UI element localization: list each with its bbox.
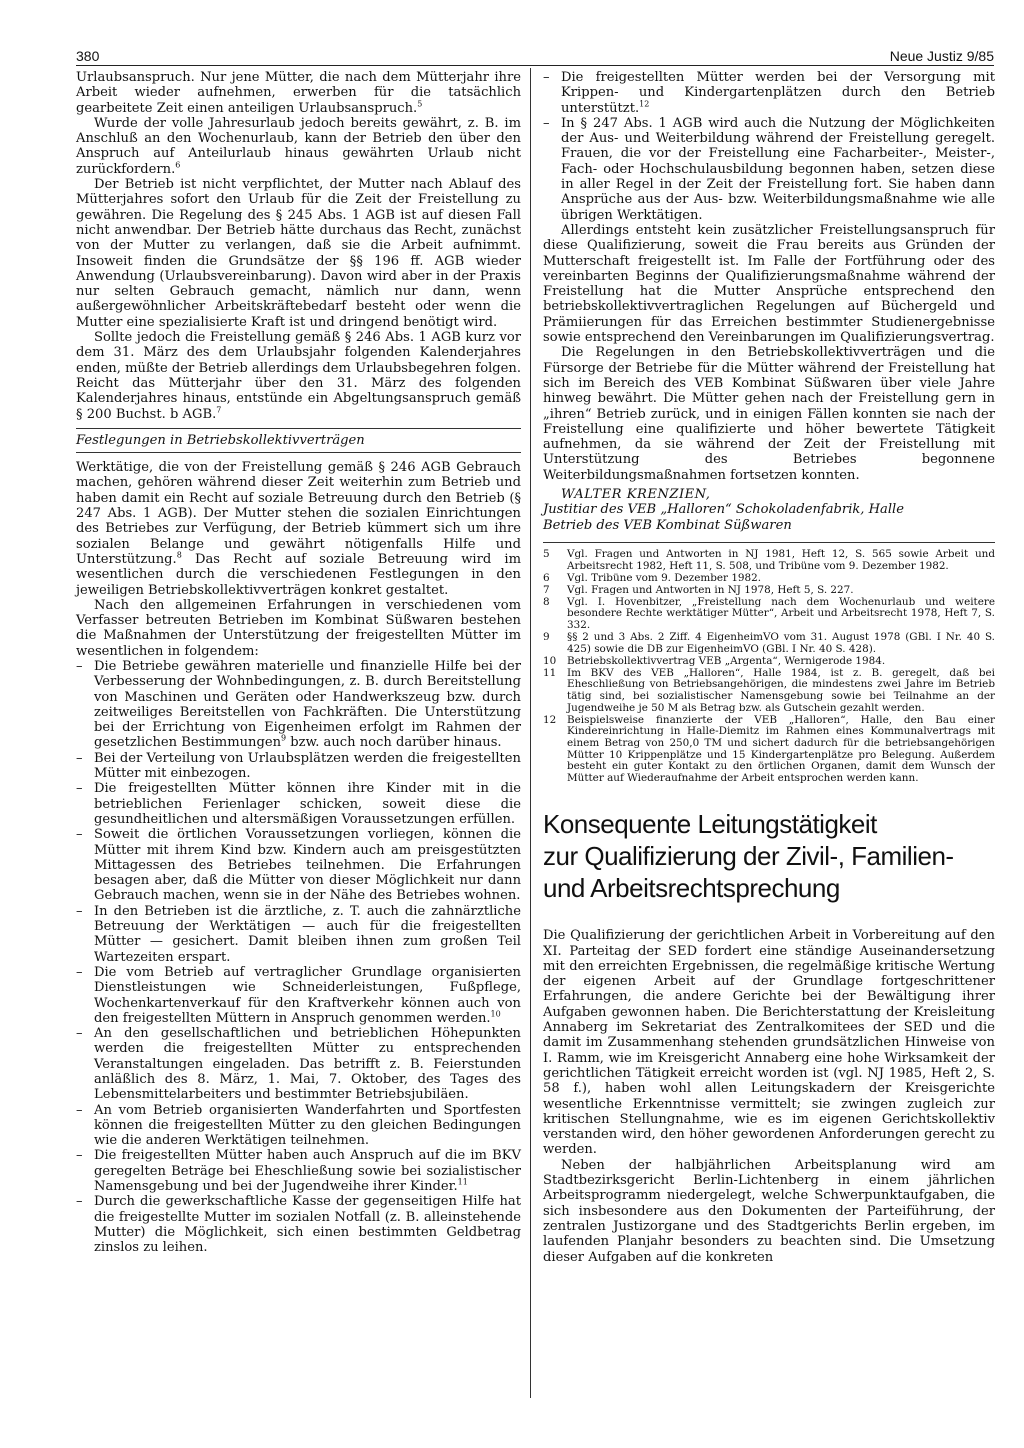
paragraph: Die Regelungen in den Betriebskollektivverträgen und die Fürsorge der Betriebe für die Mütter während der Freistellung hat sich im Bereich des VEB Kombinat Süßwaren über viele Jahre hinweg bewährt. Die Mütter gehen nach der Freistellung gern in „ihren“ Betrieb zurück, und in einigen Fällen konnten sie nach der Freistellung eine qualifizierte und höher bewertete Tätigkeit aufnehmen, da sie während der Zeit der Freistellung mit Unterstützung des Betriebes begonnene Weiterbildungsmaßnahmen fortsetzen konnten. <box>543 345 995 483</box>
footnotes <box>543 549 995 784</box>
author-affiliation: Justitiar des VEB „Halloren“ Schokoladenfabrik, Halle <box>543 502 904 518</box>
paragraph: Die Qualifizierung der gerichtlichen Arbeit in Vorbereitung auf den XI. Parteitag der SED fordert eine ständige Auseinandersetzung mit den erreichten Ergebnissen, die regelmäßige kritische Wertung der eigenen Arbeit auf der Grundlage fortgeschrittener Erfahrungen, die andere Gerichte bei der Bewältigung ihrer Aufgaben gewonnen haben. Die Berichterstattung der Kreisleitung Annaberg im Sekretariat des Zentralkomitees der SED und die damit im Zusammenhang stehenden grundsätzlichen Hinweise von I. Ramm, wie im Kreisgericht Annaberg eine hohe Wirksamkeit der gerichtlichen Tätigkeit erreicht worden ist (vgl. NJ 1985, Heft 2, S. 58 f.), haben wohl allen Leitungskadern der Kreisgerichte wesentliche Erkenntnisse vermittelt; sie zwingen zugleich zur kritischen Stellungnahme, wie es im eigenen Gerichtskollektiv verstanden wird, den höher gewordenen Anforderungen gerecht zu werden. <box>543 928 995 1158</box>
footnote-ref[interactable]: 11 <box>457 1177 468 1187</box>
footnote-text: Betriebskollektivvertrag VEB „Argenta“, Wernigerode 1984. <box>567 654 886 667</box>
footnote-text: Vgl. Fragen und Antworten in NJ 1978, Heft 5, S. 227. <box>567 583 854 596</box>
footnote-number: 6 <box>543 571 550 584</box>
section-rule <box>76 452 521 453</box>
footnote <box>543 549 995 572</box>
footnote <box>543 656 995 668</box>
paragraph: Der Betrieb ist nicht verpflichtet, der Mutter nach Ablauf des Mütterjahres sofort den Urlaub für die Zeit der Freistellung zu gewähren. Die Regelung des § 245 Abs. 1 AGB ist auf diesen Fall nicht anwendbar. Der Betrieb hätte durchaus das Recht, zunächst von der Mutter zu verlangen, daß sie die Arbeit aufnimmt. Insoweit finden die Grundsätze der §§ 196 ff. AGB wieder Anwendung (Urlaubsvereinbarung). Davon wird aber in der Praxis nur selten Gebrauch gemacht, nämlich nur dann, wenn außergewöhnlicher Arbeitskräftebedarf besteht oder wenn die Mutter eine spezialisierte Kraft ist und dringend benötigt wird. <box>76 177 521 330</box>
list-item: – Die freigestellten Mütter können ihre Kinder mit in die betrieblichen Ferienlager schicken, soweit diese die gesundheitlichen und altersmäßigen Voraussetzungen erfüllen. <box>76 781 521 827</box>
section-rule <box>76 428 521 429</box>
section-heading: Festlegungen in Betriebskollektivverträgen <box>76 432 365 448</box>
footnote-number: 12 <box>543 713 557 726</box>
footnote-ref[interactable]: 7 <box>216 405 222 415</box>
footnote-text: Vgl. I. Hovenbitzer, „Freistellung nach dem Wochenurlaub und weitere besondere Rechte werktätiger Mütter“, Arbeit und Arbeitsrecht 1978, Heft 7, S. 332. <box>567 595 995 631</box>
left-column <box>76 70 521 1256</box>
footnote <box>543 715 995 785</box>
footnote <box>543 668 995 714</box>
footnote-text: Vgl. Fragen und Antworten in NJ 1981, Heft 12, S. 565 sowie Arbeit und Arbeitsrecht 1982, Heft 11, S. 508, und Tribüne vom 9. Dezember 1982. <box>567 547 995 572</box>
footnote <box>543 585 995 597</box>
paragraph: Nach den allgemeinen Erfahrungen in verschiedenen vom Verfasser betreuten Betrieben im Kombinat Süßwaren bestehen die Maßnahmen der Unterstützung der freigestellten Mütter im wesentlichen in folgendem: <box>76 597 521 659</box>
footnote <box>543 573 995 585</box>
author-affiliation: Betrieb des VEB Kombinat Süßwaren <box>543 517 792 533</box>
footnote-ref[interactable]: 10 <box>490 1009 501 1019</box>
footnote-number: 9 <box>543 631 550 644</box>
footnote-text: Beispielsweise finanzierte der VEB „Halloren“, Halle, den Bau einer Kindereinrichtung in Halle-Diemitz im Rahmen eines Kommunalvertrags mit einem Betrag von 250,0 TM und sichert dadurch für die betriebsangehörigen Mütter 10 Krippenplätze und 15 Kindergartenplätze pro Belegung. Außerdem besteht ein guter Kontakt zu den örtlichen Organen, damit dem Wunsch der Mütter auf Wiederaufnahme der Arbeit entsprochen werden kann. <box>567 713 995 784</box>
footnote-text: Im BKV des VEB „Halloren“, Halle 1984, ist z. B. geregelt, daß bei Eheschließung von Betriebsangehörigen, die mindestens zwei Jahre im Betrieb tätig sind, bei sozialistischer Namensgebung sowie bei Teilnahme an der Jugendweihe je 50 M als Betrag bzw. als Gutschein gezahlt werden. <box>567 666 995 714</box>
paragraph: Urlaubsanspruch. Nur jene Mütter, die nach dem Mütterjahr ihre Arbeit wieder aufnehmen, erwerben für die tatsächlich gearbeitete Zeit einen anteiligen Urlaubsanspruch.$^5$ <box>76 70 521 116</box>
paragraph: Werktätige, die von der Freistellung gemäß § 246 AGB Gebrauch machen, gehören während dieser Zeit weiterhin zum Betrieb und haben damit ein Recht auf soziale Betreuung durch den Betrieb (§ 247 Abs. 1 AGB). Der Mutter stehen die sozialen Einrichtungen des Betriebes zur Verfügung, der Betrieb kümmert sich um ihre sozialen Belange und gewährt nötigenfalls Hilfe und Unterstützung.$^8$ Das Recht auf soziale Betreuung wird im wesentlichen durch die verschiedenen Festlegungen in den jeweiligen Betriebskollektivverträgen konkret gestaltet. <box>76 460 521 598</box>
journal-issue: Neue Justiz 9/85 <box>889 48 994 64</box>
page-header <box>76 42 994 64</box>
author-block <box>543 487 995 533</box>
paragraph: Allerdings entsteht kein zusätzlicher Freistellungsanspruch für diese Qualifizierung, soweit die Frau bereits aus Gründen der Mutterschaft freigestellt ist. Im Falle der Fortführung oder des vereinbarten Beginns der Qualifizierungsmaßnahme während der Freistellung hat die Mutter Ansprüche entsprechend den betriebskollektivvertraglichen Regelungen auf Büchergeld und Prämiierungen für das Erreichen bestimmter Studienergebnisse sowie entsprechend den Vereinbarungen im Qualifizierungsvertrag. <box>543 222 995 346</box>
footnote-ref[interactable]: 6 <box>175 160 181 170</box>
list-item: – In § 247 Abs. 1 AGB wird auch die Nutzung der Möglichkeiten der Aus- und Weiterbildung während der Freistellung geregelt. Frauen, die vor der Freistellung eine Facharbeiter-, Meister-, Fach- oder Hochschulausbildung begonnen haben, setzen diese in aller Regel in der Zeit der Freistellung fort. Sie haben dann Ansprüche aus der Aus- bzw. Weiterbildungsmaßnahme wie alle übrigen Werktätigen. <box>543 116 995 223</box>
list-item: – Die vom Betrieb auf vertraglicher Grundlage organisierten Dienstleistungen wie Schneiderleistungen, Fußpflege, Wochenkartenverkauf für den Kraftverkehr können auch von den freigestellten Müttern in Anspruch genommen werden.$^{10}$ <box>76 965 521 1026</box>
footnote-ref[interactable]: 12 <box>639 99 650 109</box>
paragraph: Wurde der volle Jahresurlaub jedoch bereits gewährt, z. B. im Anschluß an den Wochenurlaub, kann der Betrieb den über den Anspruch auf Anteilurlaub hinaus gewährten Urlaub nicht zurückfordern.$^6$ <box>76 115 521 177</box>
author-name: WALTER KRENZIEN, <box>561 487 711 503</box>
list-item: – An vom Betrieb organisierten Wanderfahrten und Sportfesten können die freigestellten Mütter zu den gleichen Bedingungen wie die anderen Werktätigen teilnehmen. <box>76 1103 521 1149</box>
list-item: – Die freigestellten Mütter haben auch Anspruch auf die im BKV geregelten Beträge bei Eheschließung sowie bei sozialistischer Namensgebung und bei der Jugendweihe ihrer Kinder.$^{11}$ <box>76 1148 521 1194</box>
list-item: – In den Betrieben ist die ärztliche, z. T. auch die zahnärztliche Betreuung der Werktätigen — auch für die freigestellten Mütter — gesichert. Damit bleiben ihnen zum großen Teil Wartezeiten erspart. <box>76 904 521 965</box>
list-item: – Durch die gewerkschaftliche Kasse der gegenseitigen Hilfe hat die freigestellte Mutter im sozialen Notfall (z. B. alleinstehende Mutter) die Möglichkeit, sich einen bestimmten Geldbetrag zinslos zu leihen. <box>76 1194 521 1255</box>
footnote-ref[interactable]: 5 <box>417 99 423 109</box>
footnote-text: Vgl. Tribüne vom 9. Dezember 1982. <box>567 571 762 584</box>
header-rule <box>76 65 994 66</box>
footnote-number: 10 <box>543 654 557 667</box>
list-item: – Die freigestellten Mütter werden bei der Versorgung mit Krippen- und Kindergartenplätzen durch den Betrieb unterstützt.$^{12}$ <box>543 70 995 116</box>
article-title <box>543 808 995 904</box>
footnote-text: §§ 2 und 3 Abs. 2 Ziff. 4 EigenheimVO vom 31. August 1978 (GBl. I Nr. 40 S. 425) sowie die DB zur EigenheimVO (GBl. I Nr. 40 S. 428). <box>567 631 995 655</box>
footnote-number: 5 <box>543 547 550 560</box>
footnote-ref[interactable]: 9 <box>281 734 287 744</box>
article-title-line: Konsequente Leitungstätigkeit <box>543 809 877 840</box>
article-title-line: und Arbeitsrechtsprechung <box>543 873 840 904</box>
list-item: – Die Betriebe gewähren materielle und finanzielle Hilfe bei der Verbesserung der Wohnbedingungen, z. B. durch Bereitstellung von Maschinen und Geräten oder Handwerkszeug bzw. durch zeitweiliges Bereitstellen von Fachkräften. Die Unterstützung bei der Errichtung von Eigenheimen erfolgt im Rahmen der gesetzlichen Bestimmungen$^9$ bzw. auch noch darüber hinaus. <box>76 659 521 751</box>
paragraph: Neben der halbjährlichen Arbeitsplanung wird am Stadtbezirksgericht Berlin-Lichtenberg in einem jährlichen Arbeitsprogramm niedergelegt, welche Schwerpunktaufgaben, die sich insbesondere aus den Dokumenten der Parteiführung, der zentralen Justizorgane und des Stadtgerichts Berlin ergeben, im laufenden Planjahr besonders zu beachten sind. Die Umsetzung dieser Aufgaben auf die konkreten <box>543 1157 995 1265</box>
page-number: 380 <box>76 48 100 64</box>
footnote-number: 11 <box>543 666 557 679</box>
article-title-line: zur Qualifizierung der Zivil-, Familien- <box>543 841 954 872</box>
column-divider <box>530 68 531 1398</box>
list-item: – Soweit die örtlichen Voraussetzungen vorliegen, können die Mütter mit ihrem Kind bzw. Kindern auch am preisgestützten Mittagessen des Betriebes teilnehmen. Die Erfahrungen besagen aber, daß die Mütter von dieser Möglichkeit nur dann Gebrauch machen, wenn sie in der Nähe des Betriebes wohnen. <box>76 827 521 903</box>
footnote <box>543 597 995 632</box>
footnote-number: 7 <box>543 583 550 596</box>
footnote-number: 8 <box>543 595 550 608</box>
list-item: – An den gesellschaftlichen und betrieblichen Höhepunkten werden die freigestellten Mütter zu entsprechenden Veranstaltungen eingeladen. Das betrifft z. B. Feierstunden anläßlich des 8. März, 1. Mai, 7. Oktober, des Tages des Lebensmittelarbeiters und bestimmter Betriebsjubiläen. <box>76 1026 521 1102</box>
footnote <box>543 632 995 655</box>
paragraph: Sollte jedoch die Freistellung gemäß § 246 Abs. 1 AGB kurz vor dem 31. März des dem Urlaubsjahr folgenden Kalenderjahres enden, müßte der Betrieb allerdings dem Urlaubsbegehren folgen. Reicht das Mütterjahr über den 31. März des folgenden Kalenderjahres hinaus, entstünde ein Abgeltungsanspruch gemäß § 200 Buchst. b AGB.$^7$ <box>76 330 521 422</box>
footnote-rule <box>543 542 995 543</box>
list-item: – Bei der Verteilung von Urlaubsplätzen werden die freigestellten Mütter mit einbezogen. <box>76 751 521 782</box>
right-column <box>543 70 995 1265</box>
footnote-ref[interactable]: 8 <box>176 550 182 560</box>
